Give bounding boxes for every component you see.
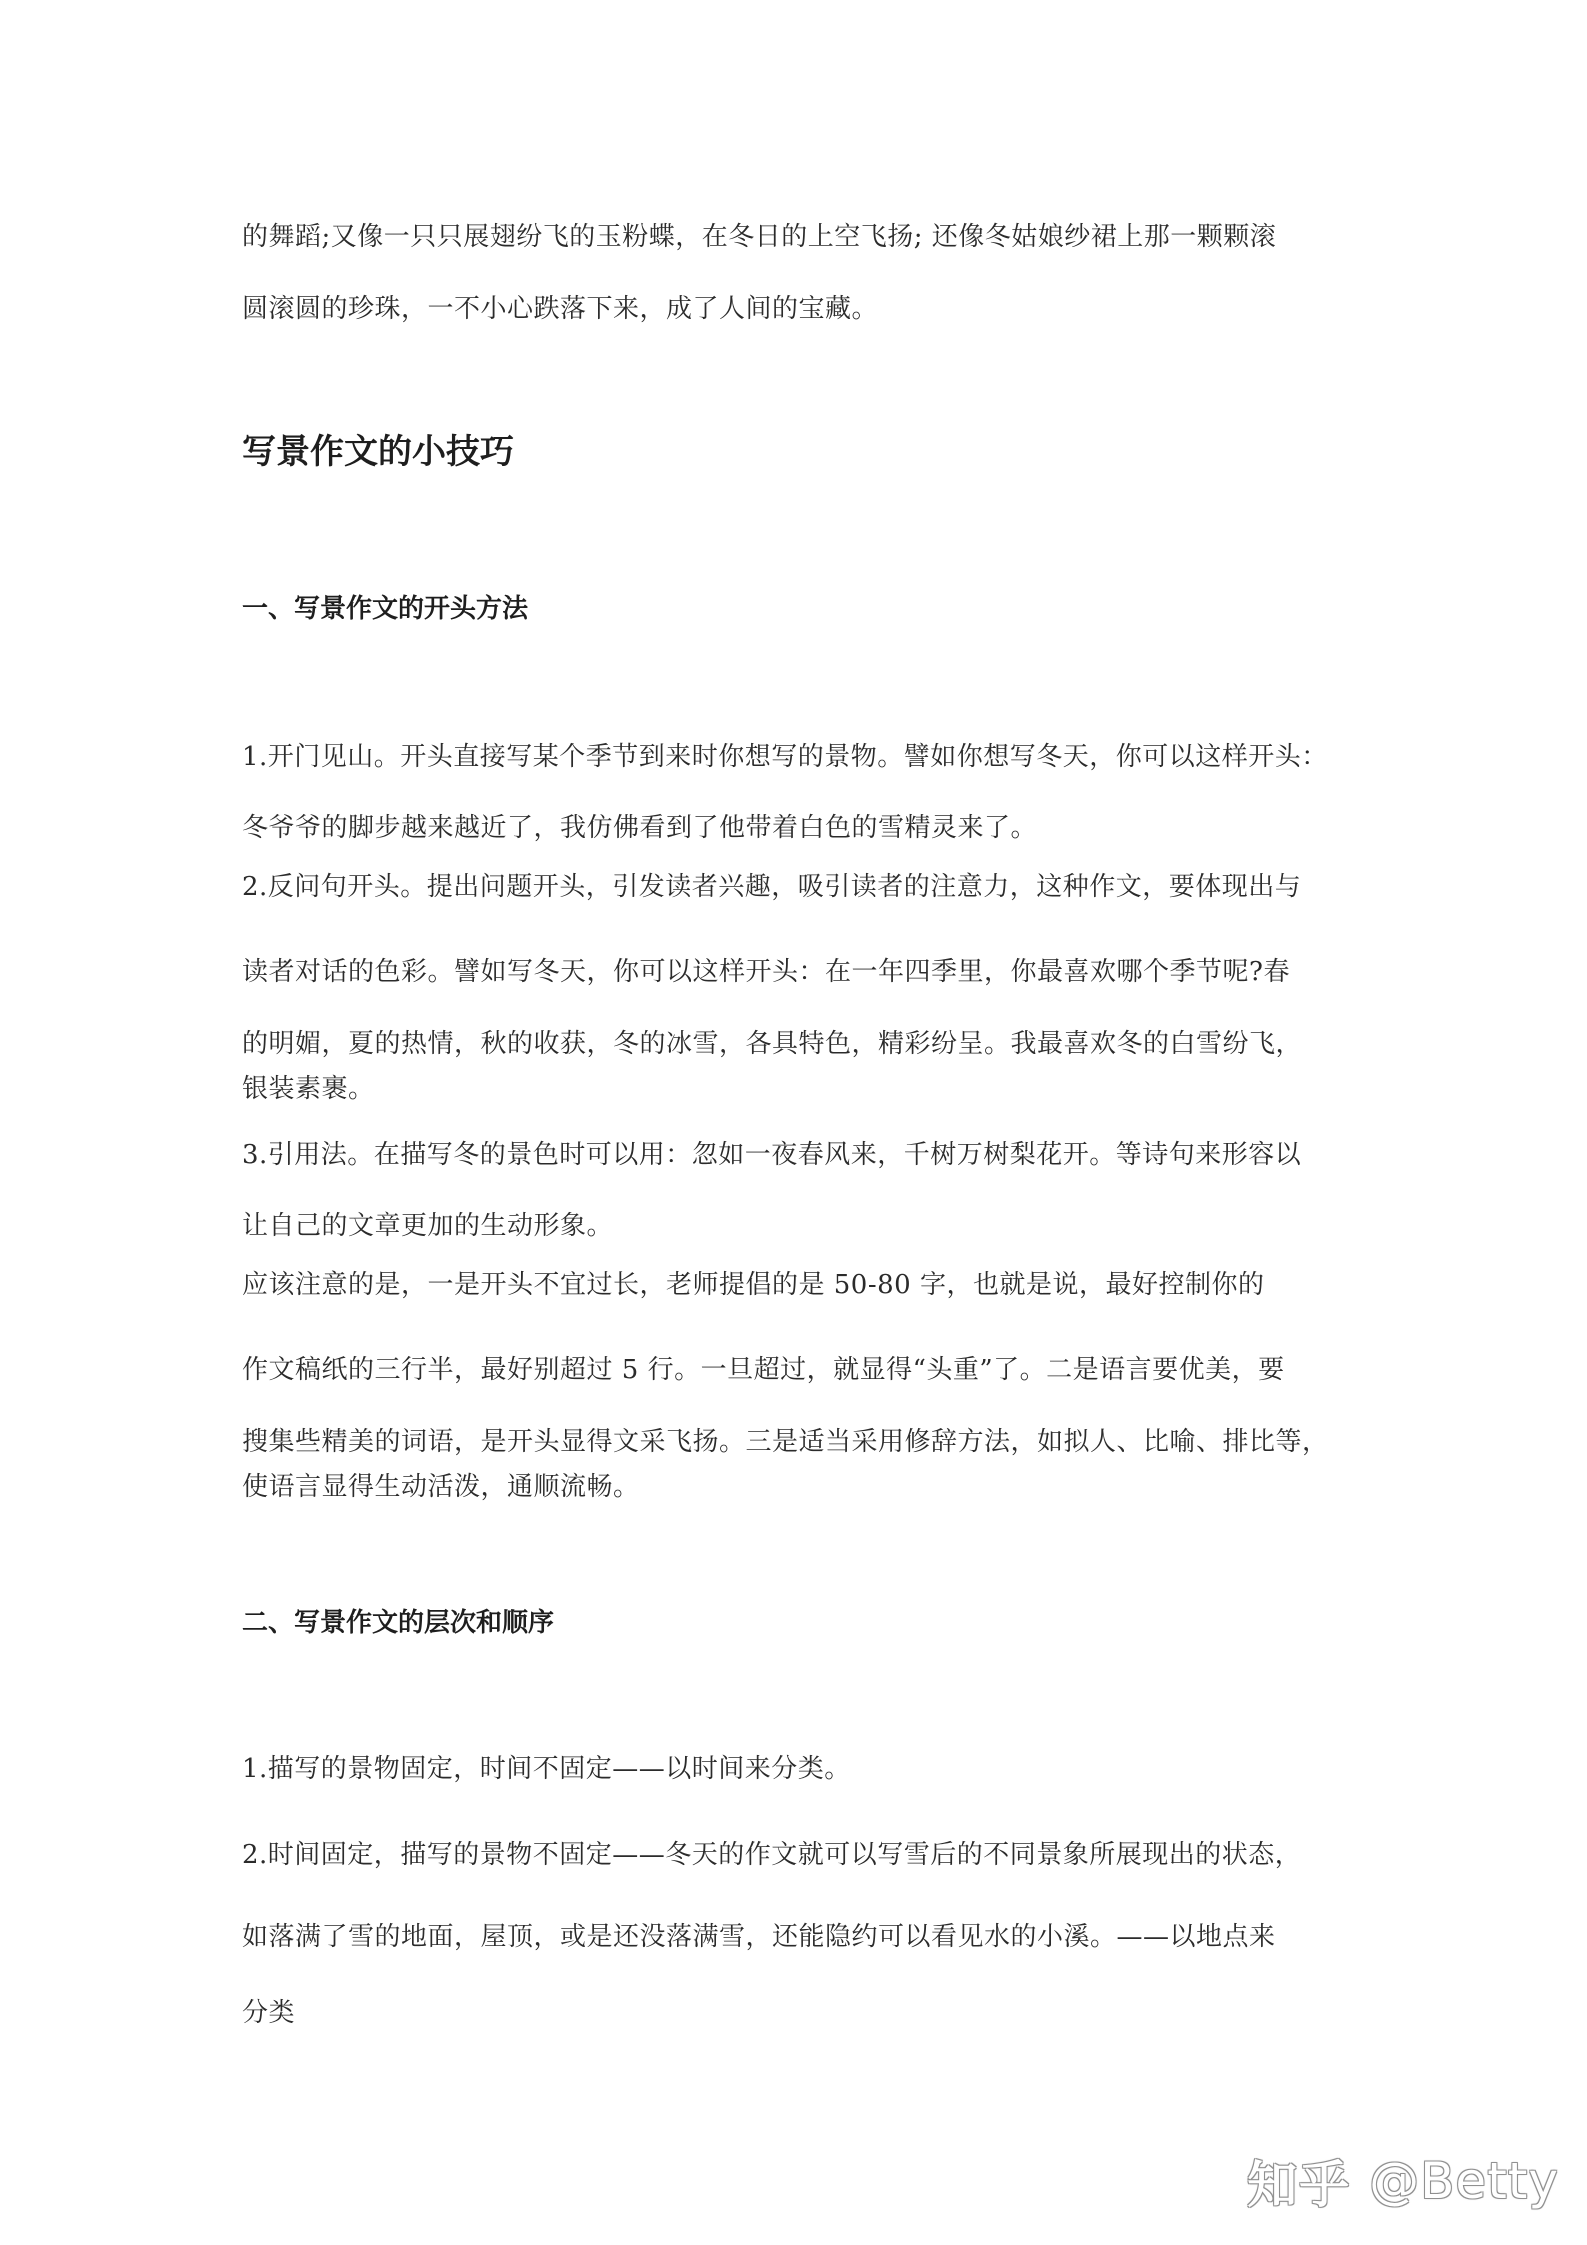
part2-heading: 二、写景作文的层次和顺序	[242, 1608, 555, 1638]
part1-line-7: 3.引用法。在描写冬的景色时可以用：忽如一夜春风来，千树万树梨花开。等诗句来形容以	[242, 1140, 1302, 1170]
section-title: 写景作文的小技巧	[242, 432, 514, 472]
part1-line-11: 搜集些精美的词语，是开头显得文采飞扬。三是适当采用修辞方法，如拟人、比喻、排比等，	[242, 1427, 1329, 1457]
part2-line-3: 如落满了雪的地面，屋顶，或是还没落满雪，还能隐约可以看见水的小溪。——以地点来	[242, 1922, 1276, 1952]
part1-line-6: 银装素裹。	[242, 1074, 375, 1104]
part2-line-1: 1.描写的景物固定，时间不固定——以时间来分类。	[242, 1754, 851, 1784]
part1-line-10: 作文稿纸的三行半，最好别超过 5 行。一旦超过，就显得“头重”了。二是语言要优美，要	[242, 1355, 1285, 1385]
zhihu-watermark	[1247, 2145, 1559, 2217]
part1-line-1: 1.开门见山。开头直接写某个季节到来时你想写的景物。譬如你想写冬天，你可以这样开头：	[242, 742, 1328, 772]
part1-heading: 一、写景作文的开头方法	[242, 594, 529, 624]
part1-line-3: 2.反问句开头。提出问题开头，引发读者兴趣，吸引读者的注意力，这种作文，要体现出与	[242, 872, 1302, 902]
part1-line-5: 的明媚，夏的热情，秋的收获，冬的冰雪，各具特色，精彩纷呈。我最喜欢冬的白雪纷飞，	[242, 1029, 1303, 1059]
part2-line-2: 2.时间固定，描写的景物不固定——冬天的作文就可以写雪后的不同景象所展现出的状态，	[242, 1840, 1302, 1870]
part2-line-4: 分类	[242, 1998, 296, 2028]
intro-line-2: 圆滚圆的珍珠，一不小心跌落下来，成了人间的宝藏。	[242, 294, 879, 324]
part1-line-8: 让自己的文章更加的生动形象。	[242, 1211, 614, 1241]
watermark-user: @Betty	[1369, 2152, 1559, 2210]
part1-line-12: 使语言显得生动活泼，通顺流畅。	[242, 1472, 640, 1502]
part1-line-4: 读者对话的色彩。譬如写冬天，你可以这样开头：在一年四季里，你最喜欢哪个季节呢?春	[242, 957, 1290, 987]
intro-line-1: 的舞蹈;又像一只只展翅纷飞的玉粉蝶，在冬日的上空飞扬; 还像冬姑娘纱裙上那一颗颗滚	[242, 222, 1277, 252]
part1-line-2: 冬爷爷的脚步越来越近了，我仿佛看到了他带着白色的雪精灵来了。	[242, 813, 1038, 843]
watermark-brand: 知乎	[1247, 2156, 1352, 2214]
part1-line-9: 应该注意的是，一是开头不宜过长，老师提倡的是 50-80 字，也就是说，最好控制你的	[242, 1270, 1265, 1300]
